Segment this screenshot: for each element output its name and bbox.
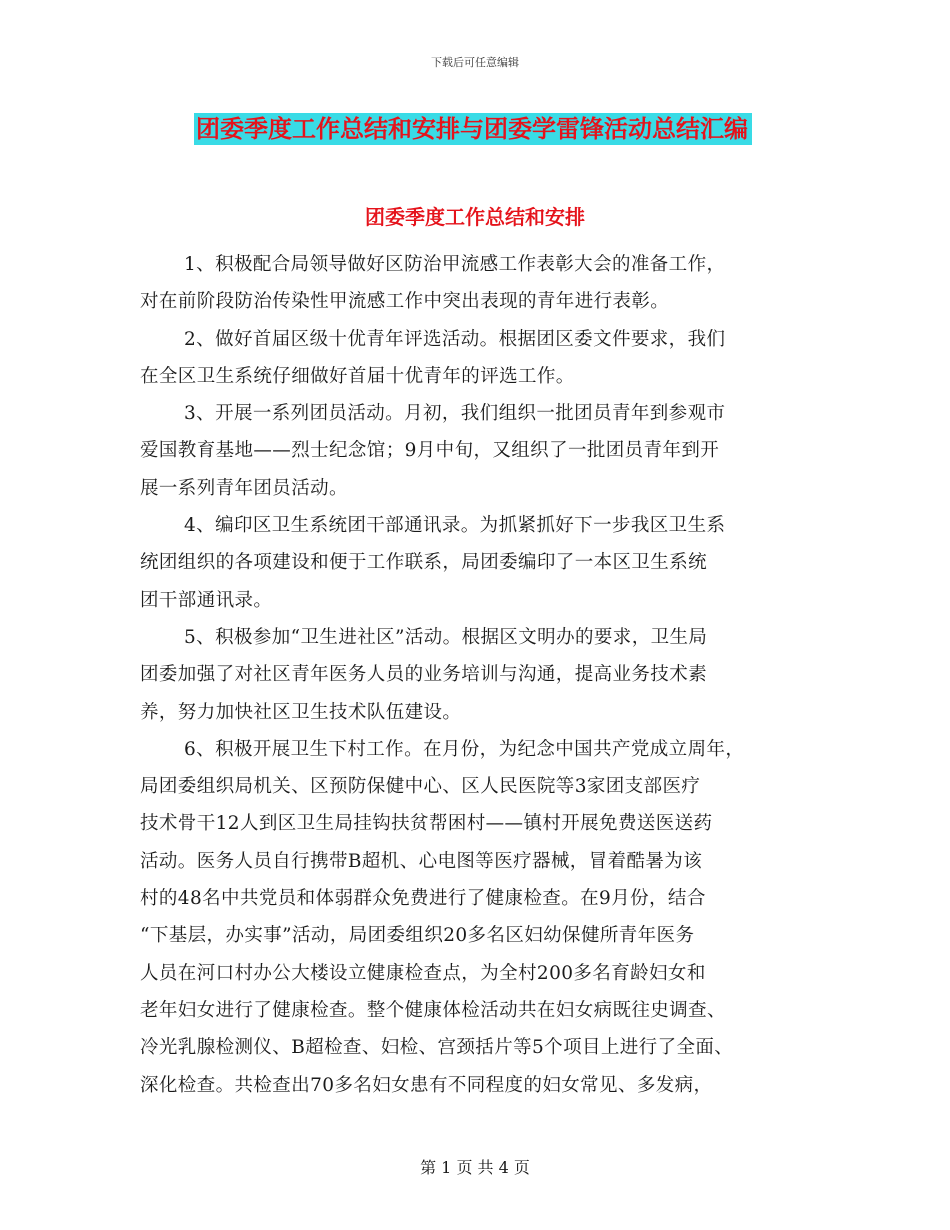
text-line: 局团委组织局机关、区预防保健中心、区人民医院等3家团支部医疗 <box>140 776 701 798</box>
text-line: 统团组织的各项建设和便于工作联系，局团委编印了一本区卫生系统 <box>140 552 708 574</box>
text-line: 对在前阶段防治传染性甲流感工作中突出表现的青年进行表彰。 <box>140 291 670 313</box>
text-line: 团委加强了对社区青年医务人员的业务培训与沟通，提高业务技术素 <box>140 664 708 686</box>
text-line: “下基层，办实事”活动，局团委组织20多名区妇幼保健所青年医务 <box>140 925 695 947</box>
body-text <box>140 246 830 1104</box>
text-line: 1、积极配合局领导做好区防治甲流感工作表彰大会的准备工作， <box>184 254 726 275</box>
text-line: 展一系列青年团员活动。 <box>140 477 348 499</box>
page-footer: 第 1 页 共 4 页 <box>420 1158 530 1177</box>
paragraph <box>140 321 830 396</box>
text-line: 2、做好首届区级十优青年评选活动。根据团区委文件要求，我们 <box>184 328 726 350</box>
paragraph <box>140 395 830 507</box>
text-line: 技术骨干12人到区卫生局挂钩扶贫帮困村——镇村开展免费送医送药 <box>140 813 713 835</box>
document-title: 团委季度工作总结和安排与团委学雷锋活动总结汇编 <box>194 113 752 145</box>
paragraph <box>140 246 830 321</box>
text-line: 老年妇女进行了健康检查。整个健康体检活动共在妇女病既往史调查、 <box>140 999 726 1021</box>
text-line: 4、编印区卫生系统团干部通讯录。为抓紧抓好下一步我区卫生系 <box>184 515 726 537</box>
paragraph <box>140 507 830 619</box>
text-line: 5、积极参加“卫生进社区”活动。根据区文明办的要求，卫生局 <box>184 626 708 648</box>
paragraph <box>140 731 830 1104</box>
text-line: 3、开展一系列团员活动。月初，我们组织一批团员青年到参观市 <box>184 403 726 425</box>
text-line: 6、积极开展卫生下村工作。在月份，为纪念中国共产党成立周年， <box>184 738 745 760</box>
header-note: 下载后可任意编辑 <box>431 56 519 69</box>
text-line: 团干部通讯录。 <box>140 589 273 611</box>
text-line: 村的48名中共党员和体弱群众免费进行了健康检查。在9月份，结合 <box>140 888 706 910</box>
text-line: 深化检查。共检查出70多名妇女患有不同程度的妇女常见、多发病， <box>140 1074 713 1096</box>
text-line: 在全区卫生系统仔细做好首届十优青年的评选工作。 <box>140 365 575 387</box>
text-line: 活动。医务人员自行携带B超机、心电图等医疗器械，冒着酷暑为该 <box>140 850 703 872</box>
section-title: 团委季度工作总结和安排 <box>365 205 585 229</box>
text-line: 养，努力加快社区卫生技术队伍建设。 <box>140 701 462 723</box>
text-line: 爱国教育基地——烈士纪念馆；9月中旬，又组织了一批团员青年到开 <box>140 440 720 462</box>
text-line: 冷光乳腺检测仪、B超检查、妇检、宫颈括片等5个项目上进行了全面、 <box>140 1037 734 1059</box>
text-line: 人员在河口村办公大楼设立健康检查点，为全村200多名育龄妇女和 <box>140 962 706 984</box>
paragraph <box>140 619 830 731</box>
